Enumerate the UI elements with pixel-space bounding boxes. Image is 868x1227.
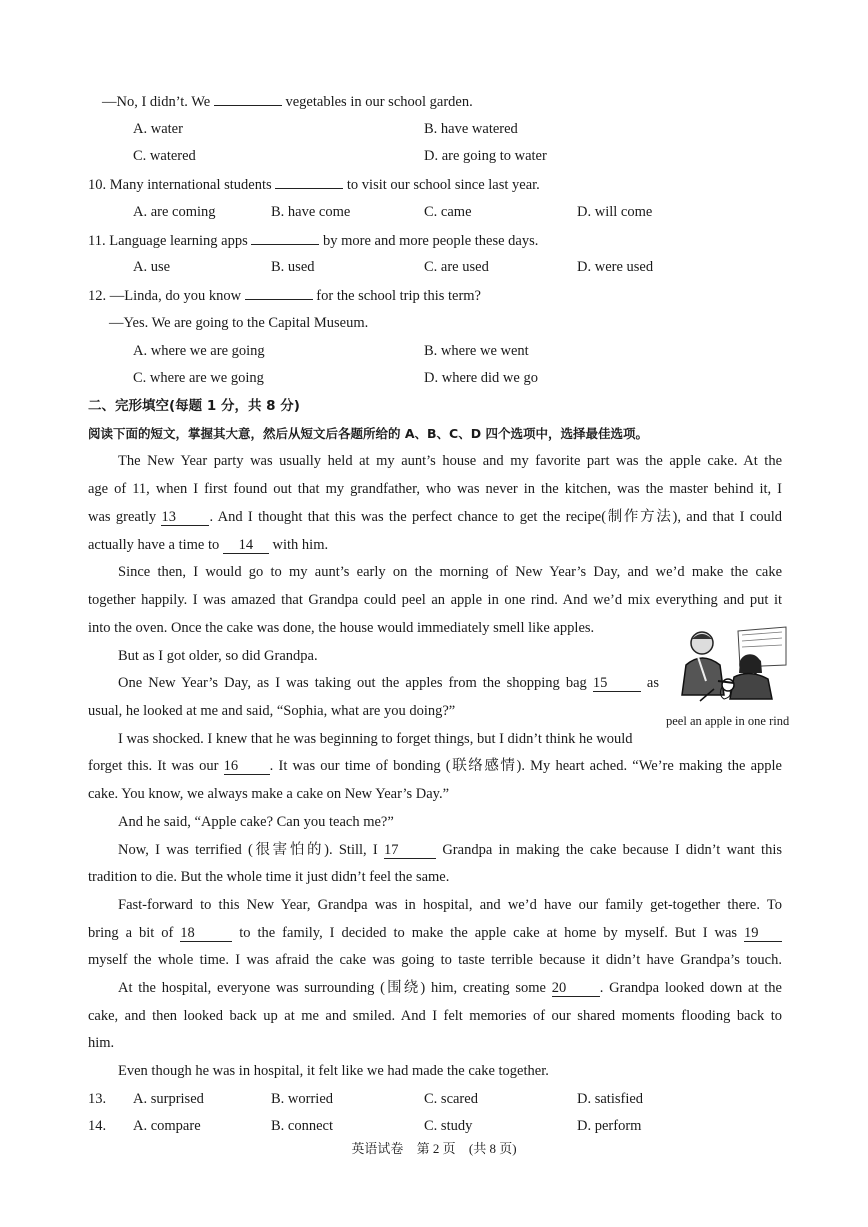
- passage-line: was greatly 13 . And I thought that this was the perfect chance to get the recipe(制作方法), and that I could: [88, 509, 782, 525]
- q12-reply: —Yes. We are going to the Capital Museum.: [109, 315, 369, 331]
- passage-line: Since then, I would go to my aunt’s early on the morning of New Year’s Day, and we’d make the cake: [118, 564, 782, 580]
- footer-page: 第 2 页: [416, 1141, 456, 1156]
- q13-option-d[interactable]: D. satisfied: [577, 1091, 644, 1107]
- q14-option-d[interactable]: D. perform: [577, 1118, 642, 1134]
- passage-line: cake, and then looked back up at me and smiled. And I felt memories of our shared moments flooding back to: [88, 1008, 782, 1024]
- q13-number: 13.: [88, 1091, 107, 1107]
- passage-line: tradition to die. But the whole time it just didn’t feel the same.: [88, 869, 450, 885]
- q11-option-b[interactable]: B. used: [271, 259, 315, 275]
- passage-line: The New Year party was usually held at my aunt’s house and my favorite part was the apple cake. At the: [118, 453, 782, 469]
- passage-line: into the oven. Once the cake was done, the house would immediately smell like apples.: [88, 620, 595, 636]
- page-footer: [0, 1138, 868, 1157]
- passage-line: bring a bit of 18 to the family, I decided to make the apple cake at home by myself. But I was 19: [88, 924, 782, 942]
- q13-option-b[interactable]: B. worried: [271, 1091, 334, 1107]
- q14-option-b[interactable]: B. connect: [271, 1118, 334, 1134]
- blank-16[interactable]: 16: [224, 758, 270, 775]
- blank-17[interactable]: 17: [384, 842, 436, 859]
- q13-option-a[interactable]: A. surprised: [133, 1091, 204, 1107]
- q10-blank[interactable]: [275, 175, 343, 189]
- passage-line: I was shocked. I knew that he was beginning to forget things, but I didn’t think he would: [118, 731, 633, 747]
- blank-20[interactable]: 20: [552, 980, 600, 997]
- q12-option-b[interactable]: B. where we went: [424, 343, 529, 359]
- q11-option-d[interactable]: D. were used: [577, 259, 654, 275]
- q11-blank[interactable]: [251, 231, 319, 245]
- q10-option-b[interactable]: B. have come: [271, 204, 351, 220]
- passage-line: Even though he was in hospital, it felt like we had made the cake together.: [118, 1063, 549, 1079]
- blank-18[interactable]: 18: [180, 925, 232, 942]
- q13-option-c[interactable]: C. scared: [424, 1091, 478, 1107]
- q9-option-a[interactable]: A. water: [133, 121, 183, 137]
- passage-line: One New Year’s Day, as I was taking out the apples from the shopping bag 15 as: [118, 675, 660, 691]
- passage-line: actually have a time to 14 with him.: [88, 537, 329, 553]
- passage-line: myself the whole time. I was afraid the cake was going to taste terrible because it didn’t have Grandpa’s touch.: [88, 952, 782, 968]
- blank-14[interactable]: 14: [223, 537, 269, 554]
- q9-blank[interactable]: [214, 92, 282, 106]
- section-heading: 二、完形填空(每题 1 分，共 8 分): [88, 398, 300, 414]
- q10-option-a[interactable]: A. are coming: [133, 204, 216, 220]
- q10-stem: 10. Many international students to visit our school since last year.: [88, 177, 540, 193]
- blank-15[interactable]: 15: [593, 675, 641, 692]
- q12-blank[interactable]: [245, 286, 313, 300]
- passage-line: age of 11, when I first found out that my grandfather, who was never in the kitchen, was the master behind it, I: [88, 481, 782, 497]
- footer-subject: 英语试卷: [351, 1141, 404, 1156]
- q12-option-a[interactable]: A. where we are going: [133, 343, 265, 359]
- q10-option-c[interactable]: C. came: [424, 204, 472, 220]
- grandpa-and-girl-illustration: [678, 625, 788, 703]
- blank-19[interactable]: 19: [744, 925, 782, 942]
- q11-stem: 11. Language learning apps by more and more people these days.: [88, 233, 539, 249]
- q14-option-a[interactable]: A. compare: [133, 1118, 201, 1134]
- passage-line: together happily. I was amazed that Grandpa could peel an apple in one rind. And we’d mix everything and put it: [88, 592, 782, 608]
- q14-option-c[interactable]: C. study: [424, 1118, 473, 1134]
- passage-line: But as I got older, so did Grandpa.: [118, 648, 318, 664]
- q11-option-a[interactable]: A. use: [133, 259, 171, 275]
- q9-option-c[interactable]: C. watered: [133, 148, 196, 164]
- q11-option-c[interactable]: C. are used: [424, 259, 489, 275]
- passage-line: cake. You know, we always make a cake on New Year’s Day.”: [88, 786, 450, 802]
- q9-stem: —No, I didn’t. We vegetables in our school garden.: [102, 94, 473, 110]
- q9-option-b[interactable]: B. have watered: [424, 121, 518, 137]
- image-caption: peel an apple in one rind: [666, 714, 790, 728]
- q12-stem: 12. —Linda, do you know for the school trip this term?: [88, 288, 481, 304]
- blank-13[interactable]: 13: [161, 509, 209, 526]
- q9-option-d[interactable]: D. are going to water: [424, 148, 547, 164]
- passage-line: Now, I was terrified (很害怕的). Still, I 17 Grandpa in making the cake because I didn’t want this: [118, 842, 782, 858]
- q12-option-c[interactable]: C. where are we going: [133, 370, 264, 386]
- q10-option-d[interactable]: D. will come: [577, 204, 653, 220]
- passage-line: And he said, “Apple cake? Can you teach me?”: [118, 814, 394, 830]
- passage-line: usual, he looked at me and said, “Sophia, what are you doing?”: [88, 703, 456, 719]
- passage-line: him.: [88, 1035, 115, 1051]
- footer-total: (共 8 页): [468, 1141, 517, 1156]
- passage-line: forget this. It was our 16 . It was our time of bonding (联络感情). My heart ached. “We’re making the apple: [88, 758, 782, 774]
- passage-line: Fast-forward to this New Year, Grandpa was in hospital, and we’d have our family get-together there. To: [118, 897, 782, 913]
- section-instructions: 阅读下面的短文，掌握其大意，然后从短文后各题所给的 A、B、C、D 四个选项中，选择最佳选项。: [88, 426, 648, 441]
- q14-number: 14.: [88, 1118, 107, 1134]
- q12-option-d[interactable]: D. where did we go: [424, 370, 538, 386]
- passage-line: At the hospital, everyone was surrounding (围绕) him, creating some 20 . Grandpa looked down at the: [118, 980, 782, 996]
